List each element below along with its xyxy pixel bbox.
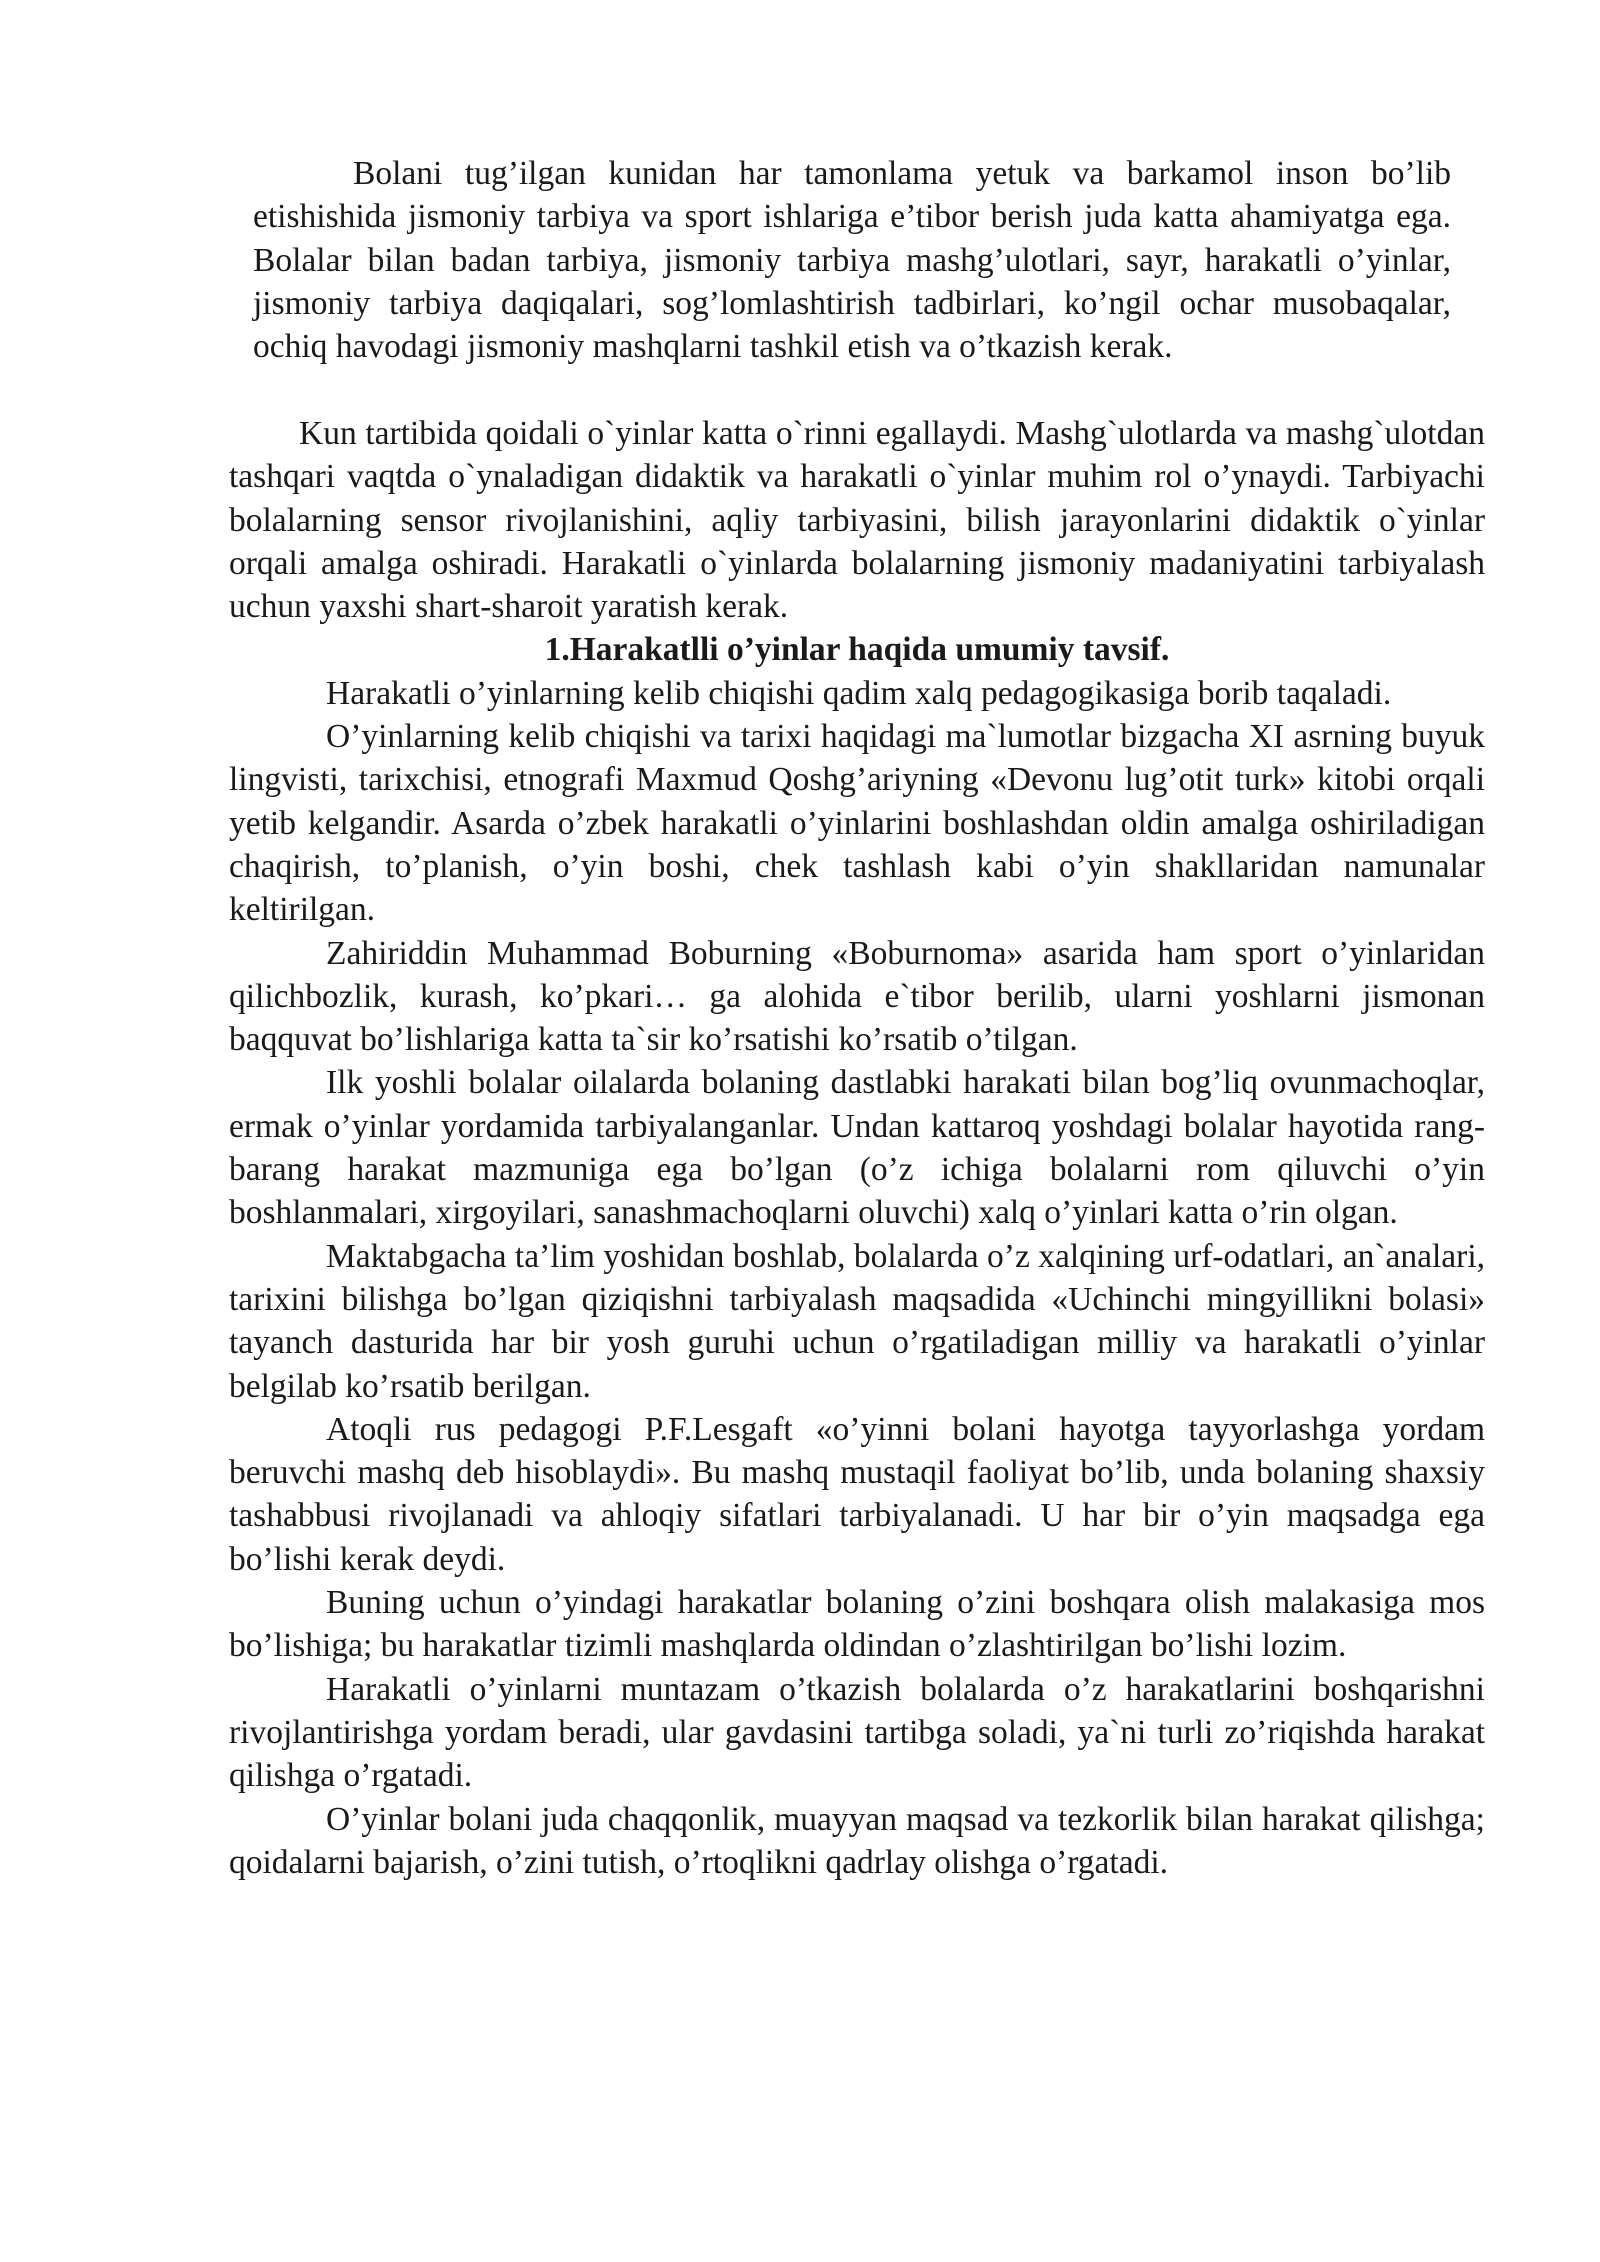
paragraph-early-childhood: Ilk yoshli bolalar oilalarda bolaning dastlabki harakati bilan bog’liq ovunmachoqlar, ermak o’yinlar yordamida tarbiyalanganlar. Undan kattaroq yoshdagi bolalar hayotida rang-barang harakat mazmuniga ega bo’lgan (o’z ichiga bolalarni rom qiluvchi o’yin boshlanmalari, xirgoyilari, sanashmachoqlarni oluvchi) xalq o’yinlari katta o’rin olgan. (229, 1064, 1485, 1232)
section-heading: 1.Harakatlli o’yinlar haqida umumiy tavsif. (544, 631, 1170, 669)
paragraph-agility: O’yinlar bolani juda chaqqonlik, muayyan maqsad va tezkorlik bilan harakat qilishga; qoidalarni bajarish, o’zini tutish, o’rtoqlikni qadrlay olishga o’rgatadi. (229, 1800, 1485, 1881)
paragraph-boburnoma: Zahiriddin Muhammad Boburning «Boburnoma» asarida ham sport o’yinlaridan qilichbozlik, kurash, ko’pkari… ga alohida e`tibor berilib, ularni yoshlarni jismonan baqquvat bo’lishlariga katta ta`sir ko’rsatishi ko’rsatib o’tilgan. (229, 934, 1485, 1059)
paragraph-history: O’yinlarning kelib chiqishi va tarixi haqidagi ma`lumotlar bizgacha XI asrning buyuk lingvisti, tarixchisi, etnografi Maxmud Qoshg’ariyning «Devonu lug’otit turk» kitobi orqali yetib kelgandir. Asarda o’zbek harakatli o’yinlarini boshlashdan oldin amalga oshiriladigan chaqirish, to’planish, o’yin boshi, chek tashlash kabi o’yin shakllaridan namunalar keltirilgan. (229, 718, 1485, 929)
paragraph-origins: Harakatli o’yinlarning kelib chiqishi qadim xalq pedagogikasiga borib taqaladi. (326, 674, 1392, 712)
paragraph-preschool: Maktabgacha ta’lim yoshidan boshlab, bolalarda o’z xalqining urf-odatlari, an`analari, tarixini bilishga bo’lgan qiziqishni tarbiyalash maqsadida «Uchinchi mingyillikni bolasi» tayanch dasturida har bir yosh guruhi uchun o’rgatiladigan milliy va harakatli o’yinlar belgilab ko’rsatib berilgan. (229, 1237, 1485, 1405)
paragraph-lesgaft: Atoqli rus pedagogi P.F.Lesgaft «o’yinni bolani hayotga tayyorlashga yordam beruvchi mashq deb hisoblaydi». Bu mashq mustaqil faoliyat bo’lib, unda bolaning shaxsiy tashabbusi rivojlanadi va ahloqiy sifatlari tarbiyalanadi. U har bir o’yin maqsadga ega bo’lishi kerak deydi. (229, 1410, 1485, 1578)
paragraph-self-control: Buning uchun o’yindagi harakatlar bolaning o’zini boshqara olish malakasiga mos bo’lishiga; bu harakatlar tizimli mashqlarda oldindan o’zlashtirilgan bo’lishi lozim. (229, 1584, 1485, 1665)
paragraph-regular-games: Harakatli o’yinlarni muntazam o’tkazish bolalarda o’z harakatlarini boshqarishni rivojlantirishga yordam beradi, ular gavdasini tartibga soladi, ya`ni turli zo’riqishda harakat qilishga o’rgatadi. (229, 1670, 1485, 1795)
intro-paragraph: Bolani tug’ilgan kunidan har tamonlama yetuk va barkamol inson bo’lib etishishida jismoniy tarbiya va sport ishlariga e’tibor berish juda katta ahamiyatga ega. Bolalar bilan badan tarbiya, jismoniy tarbiya mashg’ulotlari, sayr, harakatli o’yinlar, jismoniy tarbiya daqiqalari, sog’lomlashtirish tadbirlari, ko’ngil ochar musobaqalar, ochiq havodagi jismoniy mashqlarni tashkil etish va o’tkazish kerak. (253, 155, 1451, 366)
document-body (229, 412, 1485, 1884)
paragraph-daily-routine: Kun tartibida qoidali o`yinlar katta o`rinni egallaydi. Mashg`ulotlarda va mashg`ulotdan tashqari vaqtda o`ynaladigan didaktik va harakatli o`yinlar muhim rol o’ynaydi. Tarbiyachi bolalarning sensor rivojlanishini, aqliy tarbiyasini, bilish jarayonlarini didaktik o`yinlar orqali amalga oshiradi. Harakatli o`yinlarda bolalarning jismoniy madaniyatini tarbiyalash uchun yaxshi shart-sharoit yaratish kerak. (229, 415, 1485, 626)
